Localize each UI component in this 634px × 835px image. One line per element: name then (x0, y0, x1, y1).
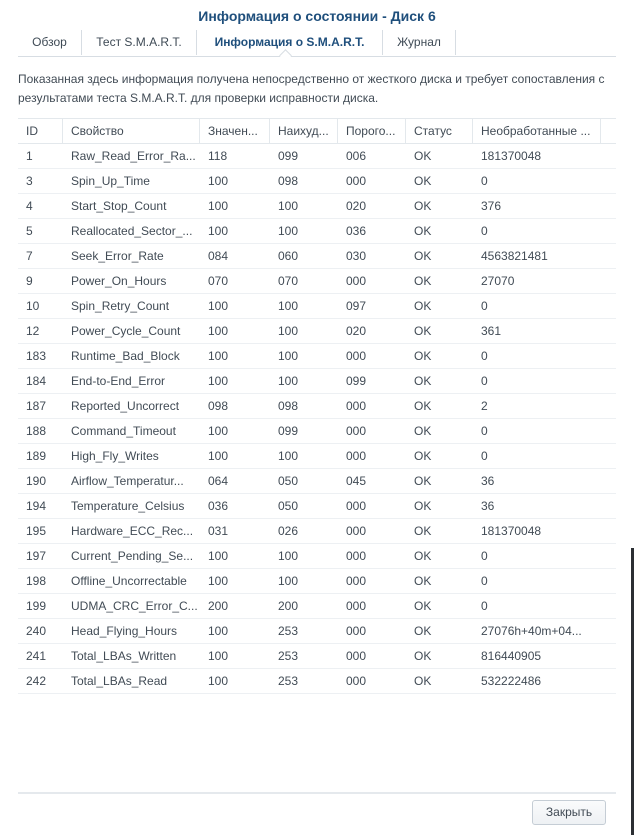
table-row[interactable] (18, 394, 616, 419)
cell-worst: 100 (278, 574, 299, 588)
cell-value: 100 (208, 224, 229, 238)
cell-value: 070 (208, 274, 229, 288)
cell-id: 198 (26, 574, 47, 588)
cell-raw: 181370048 (481, 149, 542, 163)
cell-raw: 0 (481, 599, 488, 613)
cell-worst: 098 (278, 174, 299, 188)
cell-worst: 100 (278, 199, 299, 213)
cell-raw: 2 (481, 399, 488, 413)
cell-id: 5 (26, 224, 33, 238)
cell-value: 200 (208, 599, 229, 613)
cell-threshold: 000 (346, 349, 367, 363)
tab-smart-test[interactable]: Тест S.M.A.R.T. (82, 30, 197, 55)
column-header-worst[interactable]: Наихуд... (270, 119, 338, 143)
cell-threshold: 045 (346, 474, 367, 488)
cell-worst: 026 (278, 524, 299, 538)
cell-raw: 0 (481, 349, 488, 363)
cell-attribute: Total_LBAs_Written (71, 649, 177, 663)
cell-attribute: Power_On_Hours (71, 274, 167, 288)
cell-status: OK (414, 299, 432, 313)
table-row[interactable] (18, 444, 616, 469)
footer-divider (18, 792, 616, 794)
cell-threshold: 020 (346, 199, 367, 213)
cell-raw: 27076h+40m+04... (481, 624, 582, 638)
cell-value: 100 (208, 674, 229, 688)
cell-id: 240 (26, 624, 47, 638)
close-button[interactable]: Закрыть (532, 800, 606, 825)
cell-status: OK (414, 324, 432, 338)
cell-value: 100 (208, 449, 229, 463)
cell-threshold: 000 (346, 549, 367, 563)
cell-raw: 4563821481 (481, 249, 548, 263)
cell-threshold: 020 (346, 324, 367, 338)
cell-worst: 100 (278, 374, 299, 388)
tab-smart-info[interactable]: Информация о S.M.A.R.T. (197, 30, 383, 55)
table-row[interactable] (18, 319, 616, 344)
cell-raw: 0 (481, 574, 488, 588)
cell-threshold: 000 (346, 599, 367, 613)
cell-worst: 050 (278, 499, 299, 513)
cell-value: 100 (208, 374, 229, 388)
cell-raw: 0 (481, 374, 488, 388)
cell-worst: 100 (278, 224, 299, 238)
cell-threshold: 006 (346, 149, 367, 163)
cell-status: OK (414, 224, 432, 238)
table-row[interactable] (18, 519, 616, 544)
table-row[interactable] (18, 644, 616, 669)
cell-value: 100 (208, 299, 229, 313)
cell-id: 9 (26, 274, 33, 288)
table-header (18, 118, 616, 144)
cell-raw: 0 (481, 449, 488, 463)
cell-attribute: Reported_Uncorrect (71, 399, 180, 413)
cell-worst: 253 (278, 674, 299, 688)
table-row[interactable] (18, 469, 616, 494)
cell-raw: 27070 (481, 274, 515, 288)
cell-raw: 0 (481, 424, 488, 438)
cell-raw: 36 (481, 499, 495, 513)
cell-worst: 253 (278, 624, 299, 638)
cell-status: OK (414, 149, 432, 163)
cell-threshold: 000 (346, 574, 367, 588)
column-header-threshold[interactable]: Порого... (338, 119, 406, 143)
cell-attribute: Raw_Read_Error_Ra... (71, 149, 196, 163)
cell-worst: 060 (278, 249, 299, 263)
cell-id: 194 (26, 499, 47, 513)
cell-id: 195 (26, 524, 47, 538)
cell-worst: 100 (278, 449, 299, 463)
column-header-id[interactable]: ID (18, 119, 63, 143)
table-row[interactable] (18, 344, 616, 369)
table-row[interactable] (18, 219, 616, 244)
cell-attribute: Current_Pending_Se... (71, 549, 194, 563)
column-header-raw[interactable]: Необработанные ... (473, 119, 601, 143)
cell-id: 187 (26, 399, 47, 413)
table-body (18, 144, 616, 694)
window-title: Информация о состоянии - Диск 6 (198, 8, 436, 24)
cell-id: 1 (26, 149, 33, 163)
cell-status: OK (414, 524, 432, 538)
cell-value: 100 (208, 549, 229, 563)
cell-raw: 0 (481, 224, 488, 238)
cell-attribute: End-to-End_Error (71, 374, 166, 388)
cell-id: 184 (26, 374, 47, 388)
cell-raw: 0 (481, 174, 488, 188)
cell-attribute: Spin_Retry_Count (71, 299, 170, 313)
cell-attribute: Spin_Up_Time (71, 174, 150, 188)
cell-id: 189 (26, 449, 47, 463)
cell-attribute: High_Fly_Writes (71, 449, 159, 463)
cell-threshold: 000 (346, 449, 367, 463)
table-row[interactable] (18, 244, 616, 269)
cell-status: OK (414, 374, 432, 388)
cell-threshold: 000 (346, 649, 367, 663)
table-row[interactable] (18, 669, 616, 694)
cell-id: 197 (26, 549, 47, 563)
cell-status: OK (414, 624, 432, 638)
cell-worst: 070 (278, 274, 299, 288)
cell-value: 031 (208, 524, 229, 538)
cell-worst: 100 (278, 299, 299, 313)
table-row[interactable] (18, 369, 616, 394)
table-row[interactable] (18, 169, 616, 194)
cell-threshold: 000 (346, 524, 367, 538)
cell-value: 100 (208, 624, 229, 638)
cell-value: 118 (208, 149, 228, 163)
cell-raw: 361 (481, 324, 502, 338)
cell-threshold: 000 (346, 174, 367, 188)
cell-id: 199 (26, 599, 47, 613)
column-header-status[interactable]: Статус (406, 119, 473, 143)
cell-status: OK (414, 574, 432, 588)
cell-threshold: 000 (346, 624, 367, 638)
cell-attribute: Start_Stop_Count (71, 199, 167, 213)
cell-worst: 100 (278, 324, 299, 338)
cell-worst: 100 (278, 349, 299, 363)
cell-status: OK (414, 349, 432, 363)
cell-attribute: Command_Timeout (71, 424, 176, 438)
cell-worst: 099 (278, 424, 299, 438)
table-row[interactable] (18, 494, 616, 519)
cell-attribute: Offline_Uncorrectable (71, 574, 187, 588)
cell-threshold: 000 (346, 674, 367, 688)
cell-worst: 253 (278, 649, 299, 663)
cell-value: 100 (208, 174, 229, 188)
cell-id: 10 (26, 299, 40, 313)
cell-value: 100 (208, 649, 229, 663)
cell-status: OK (414, 449, 432, 463)
cell-attribute: UDMA_CRC_Error_C... (71, 599, 198, 613)
cell-status: OK (414, 249, 432, 263)
cell-id: 188 (26, 424, 47, 438)
cell-status: OK (414, 674, 432, 688)
cell-threshold: 030 (346, 249, 367, 263)
cell-id: 183 (26, 349, 47, 363)
cell-raw: 376 (481, 199, 502, 213)
cell-id: 241 (26, 649, 47, 663)
cell-raw: 532222486 (481, 674, 542, 688)
cell-raw: 0 (481, 549, 488, 563)
cell-value: 064 (208, 474, 229, 488)
cell-threshold: 000 (346, 274, 367, 288)
cell-value: 100 (208, 349, 229, 363)
cell-attribute: Reallocated_Sector_... (71, 224, 193, 238)
cell-value: 100 (208, 424, 229, 438)
table-row[interactable] (18, 269, 616, 294)
cell-status: OK (414, 649, 432, 663)
cell-value: 084 (208, 249, 229, 263)
cell-status: OK (414, 499, 432, 513)
cell-id: 12 (26, 324, 40, 338)
cell-status: OK (414, 199, 432, 213)
cell-threshold: 097 (346, 299, 367, 313)
cell-worst: 200 (278, 599, 299, 613)
cell-id: 4 (26, 199, 33, 213)
cell-value: 100 (208, 574, 229, 588)
cell-attribute: Power_Cycle_Count (71, 324, 181, 338)
cell-attribute: Runtime_Bad_Block (71, 349, 180, 363)
cell-worst: 050 (278, 474, 299, 488)
cell-worst: 098 (278, 399, 299, 413)
cell-attribute: Head_Flying_Hours (71, 624, 178, 638)
smart-table (18, 118, 616, 694)
tab-overview[interactable]: Обзор (18, 30, 82, 55)
cell-value: 100 (208, 199, 229, 213)
cell-worst: 099 (278, 149, 299, 163)
table-row[interactable] (18, 419, 616, 444)
table-row[interactable] (18, 594, 616, 619)
table-row[interactable] (18, 569, 616, 594)
table-row[interactable] (18, 619, 616, 644)
cell-threshold: 036 (346, 224, 367, 238)
cell-raw: 816440905 (481, 649, 542, 663)
cell-threshold: 000 (346, 499, 367, 513)
tab-bar (18, 30, 616, 57)
cell-threshold: 099 (346, 374, 367, 388)
cell-status: OK (414, 599, 432, 613)
column-header-value[interactable]: Значен... (200, 119, 270, 143)
tab-log[interactable]: Журнал (383, 30, 456, 55)
cell-status: OK (414, 474, 432, 488)
cell-value: 100 (208, 324, 229, 338)
cell-status: OK (414, 424, 432, 438)
cell-value: 098 (208, 399, 229, 413)
table-row[interactable] (18, 194, 616, 219)
cell-raw: 0 (481, 299, 488, 313)
cell-attribute: Airflow_Temperatur... (71, 474, 184, 488)
cell-id: 7 (26, 249, 33, 263)
cell-id: 242 (26, 674, 47, 688)
cell-status: OK (414, 549, 432, 563)
cell-threshold: 000 (346, 424, 367, 438)
table-row[interactable] (18, 294, 616, 319)
cell-attribute: Hardware_ECC_Rec... (71, 524, 194, 538)
cell-raw: 36 (481, 474, 495, 488)
cell-attribute: Seek_Error_Rate (71, 249, 164, 263)
cell-attribute: Total_LBAs_Read (71, 674, 168, 688)
cell-attribute: Temperature_Celsius (71, 499, 185, 513)
cell-status: OK (414, 274, 432, 288)
cell-threshold: 000 (346, 399, 367, 413)
table-row[interactable] (18, 544, 616, 569)
cell-worst: 100 (278, 549, 299, 563)
cell-value: 036 (208, 499, 229, 513)
cell-id: 190 (26, 474, 47, 488)
cell-status: OK (414, 174, 432, 188)
cell-raw: 181370048 (481, 524, 542, 538)
table-row[interactable] (18, 144, 616, 169)
cell-status: OK (414, 399, 432, 413)
description-text: Показанная здесь информация получена непосредственно от жесткого диска и требует сопоставления с результатами теста S.M.A.R.T. для проверки исправности диска. (18, 72, 605, 105)
cell-id: 3 (26, 174, 33, 188)
column-header-attribute[interactable]: Свойство (63, 119, 200, 143)
